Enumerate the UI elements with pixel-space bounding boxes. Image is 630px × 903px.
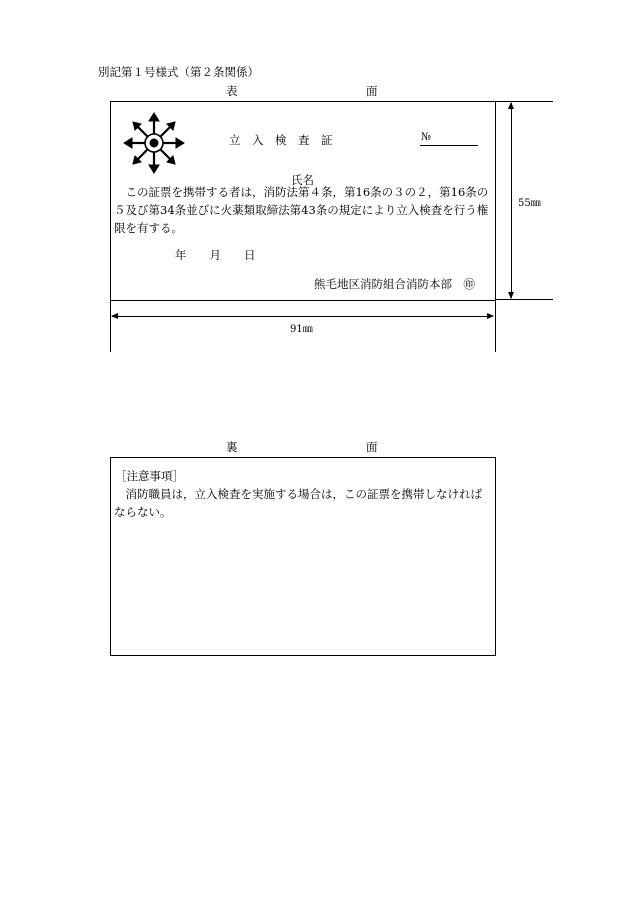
form-label: 別記第１号様式（第２条関係）	[98, 65, 259, 79]
front-label-right: 面	[366, 84, 378, 98]
dim-top-extension	[496, 101, 553, 102]
card-title: 立 入 検 査 証	[229, 133, 333, 147]
width-dimension-line	[112, 316, 493, 317]
back-card	[110, 457, 496, 656]
dim-bottom-extension	[496, 299, 553, 300]
height-arrow-up-icon	[508, 102, 514, 109]
issue-date: 年 月 日	[175, 248, 256, 262]
width-dimension-label: 91㎜	[290, 324, 313, 335]
fire-department-emblem-icon	[123, 112, 185, 174]
front-label-left: 表	[226, 84, 238, 98]
number-label: №	[421, 131, 431, 143]
width-extension-left	[110, 300, 111, 352]
issuer: 熊毛地区消防組合消防本部 ㊞	[314, 277, 475, 291]
height-arrow-down-icon	[508, 292, 514, 299]
card-body-text: この証票を携帯する者は，消防法第４条，第16条の３の２，第16条の５及び第34条並びに火薬類取締法第43条の規定により立入検査を行う権限を有する。	[114, 185, 489, 235]
notice-heading: ［注意事項］	[115, 469, 184, 483]
name-label: 氏名	[291, 173, 314, 187]
back-label-right: 面	[366, 440, 378, 454]
height-dimension-line	[511, 103, 512, 298]
notice-text: 消防職員は，立入検査を実施する場合は，この証票を携帯しなければならない。	[114, 487, 482, 519]
width-arrow-right-icon	[487, 313, 494, 319]
number-underline	[420, 145, 478, 146]
width-extension-right	[495, 300, 496, 352]
back-label-left: 裏	[226, 440, 238, 454]
height-dimension-label: 55㎜	[518, 198, 541, 209]
front-card	[110, 101, 496, 301]
width-arrow-left-icon	[111, 313, 118, 319]
